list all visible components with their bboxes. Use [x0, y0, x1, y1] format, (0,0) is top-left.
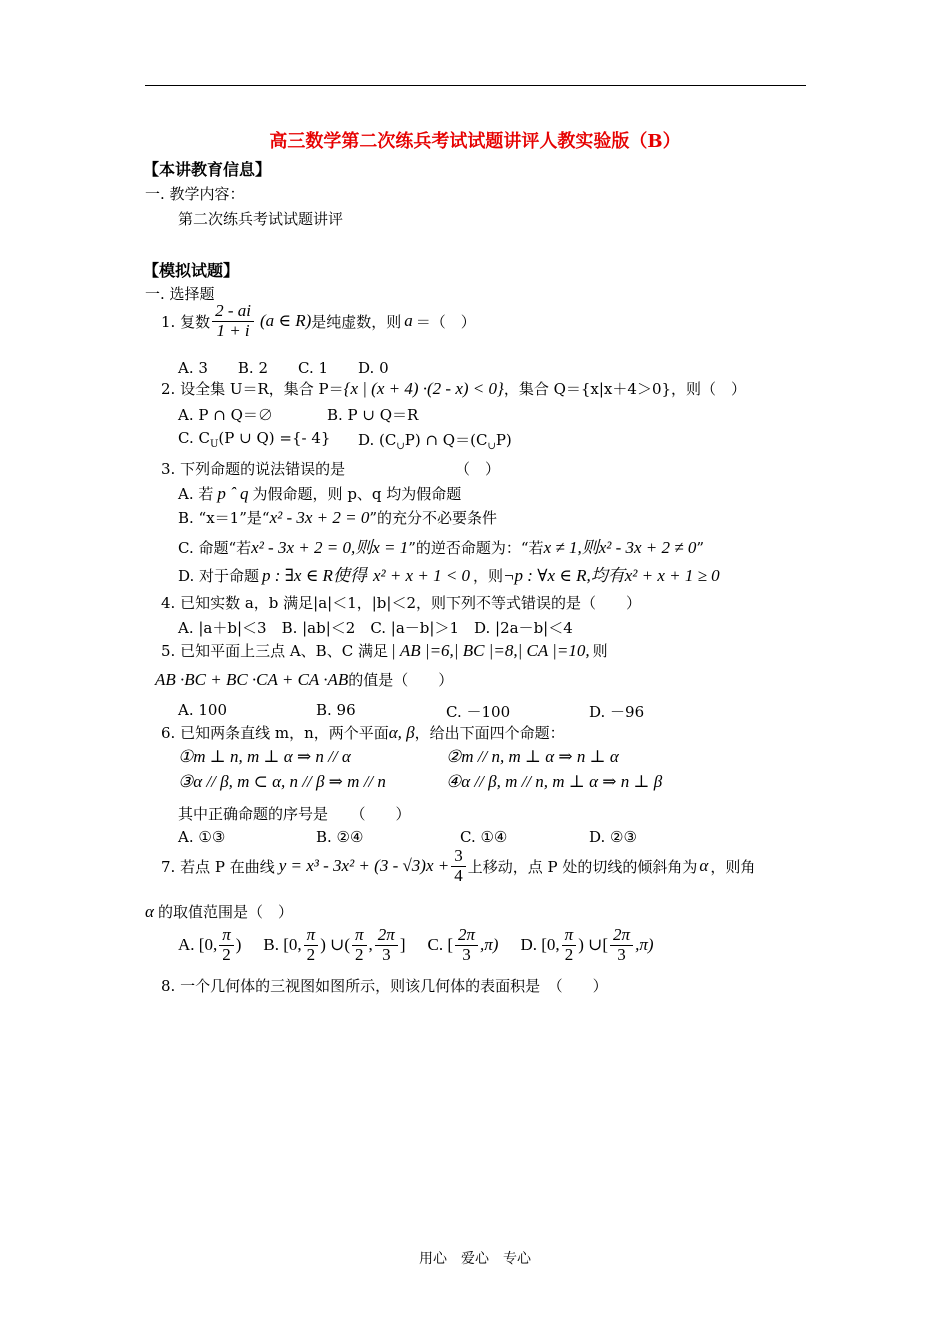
question-4: 4. 已知实数 a，b 满足|a|＜1，|b|＜2，则下列不等式错误的是（ ）: [161, 594, 642, 612]
q3-c-mid: ”的逆否命题为：“若: [408, 539, 544, 557]
q7-c-post: ,π): [480, 935, 499, 955]
q3-c-math: x² - 3x + 2 = 0,则x = 1: [251, 538, 409, 557]
q1-fraction: [212, 302, 254, 340]
q7-d-frac2: [610, 926, 633, 964]
q7-b-num3: 2π: [375, 926, 398, 946]
q3-b-post: ”的充分不必要条件: [369, 509, 498, 527]
q2-post: ，集合 Q＝{x|x＋4＞0}，则（ ）: [503, 380, 747, 398]
q7-d-den2: 3: [617, 944, 626, 964]
q5-option-a: A. 100: [178, 701, 227, 719]
q6-math: α, β: [388, 723, 415, 742]
question-3: 3. 下列命题的说法错误的是: [161, 460, 346, 478]
q3-d-math: p : ∃x ∈ R使得: [262, 566, 367, 585]
q3-c-math2: x ≠ 1,则x² - 3x + 2 ≠ 0: [543, 538, 697, 557]
q6-option-b: B. ②④: [316, 828, 364, 846]
section-choice: 一. 选择题: [145, 285, 215, 303]
q2-d-mid: P) ∩ Q＝(C: [404, 431, 488, 449]
q7-line2-text: 的取值范围是（ ）: [157, 903, 293, 921]
q2-option-b: B. P ∪ Q＝R: [327, 406, 419, 424]
question-7: [161, 847, 755, 885]
q3-c-pre: C. 命题“若: [178, 539, 252, 557]
q3-option-b: [178, 507, 497, 528]
q2-set: {x | (x + 4) ·(2 - x) < 0}: [343, 379, 504, 398]
question-6: [161, 722, 565, 743]
q7-d-pre: D. [0,: [520, 935, 560, 955]
q7-d-mid: ) ∪[: [578, 935, 609, 955]
q7-fnum: 3: [451, 847, 466, 867]
q2-d-sub2: ∪: [487, 441, 496, 452]
q2-option-d: [358, 429, 512, 452]
q1-condition: (a ∈ R): [259, 311, 312, 331]
q7-b-num2: π: [352, 926, 367, 946]
q1-denominator: 1 + i: [216, 320, 250, 340]
q5-math: | AB |=6,| BC |=8,| CA |=10,: [390, 641, 590, 660]
q6-option-a: A. ①③: [178, 828, 226, 846]
q3-option-c: [178, 533, 704, 558]
top-rule: [145, 85, 806, 86]
q3-c-post: ”: [696, 539, 705, 557]
q7-b-den3: 3: [382, 944, 391, 964]
q5-line2-math: AB ·BC + BC ·CA + CA ·AB: [155, 670, 349, 689]
q1-var: a: [404, 311, 413, 331]
question-8: 8. 一个几何体的三视图如图所示，则该几何体的表面积是 （ ）: [161, 977, 608, 995]
q5-stem: 5. 已知平面上三点 A、B、C 满足: [161, 642, 388, 660]
q3-paren: （ ）: [455, 460, 501, 478]
q3-a-math: p ˆ q: [217, 484, 249, 503]
question-5: [161, 640, 608, 661]
q3-a-pre: A. 若: [178, 485, 214, 503]
q3-d-math3: ¬p : ∀x ∈ R,均有x² + x + 1 ≥ 0: [503, 566, 720, 585]
question-2: [161, 378, 746, 399]
q7-b-frac3: [375, 926, 398, 964]
q7-c-pre: C. [: [427, 935, 453, 955]
q7-c-num: 2π: [455, 926, 478, 946]
q2-d-end: P): [495, 431, 512, 449]
q5-post: 则: [592, 642, 608, 660]
q7-pre: 7. 若点 P 在曲线: [161, 857, 275, 876]
q7-b-post: ]: [399, 935, 406, 955]
q3-a-post: 为假命题，则 p、q 均为假命题: [252, 485, 462, 503]
q7-c-den: 3: [462, 944, 471, 964]
q6-proposition-4: ④α // β, m // n, m ⊥ α ⇒ n ⊥ β: [446, 772, 663, 791]
page-footer: 用心 爱心 专心: [419, 1251, 531, 1267]
q7-line2: [145, 901, 293, 922]
q6-proposition-2: ②m // n, m ⊥ α ⇒ n ⊥ α: [446, 747, 619, 766]
q2-option-a: A. P ∩ Q＝∅: [178, 406, 273, 424]
q7-a-num: π: [219, 926, 234, 946]
q2-c-sub: U: [209, 439, 219, 450]
q4-options: A. |a＋b|＜3 B. |ab|＜2 C. |a－b|＞1 D. |2a－b|＜4: [178, 619, 573, 637]
q6-proposition-3: ③α // β, m ⊂ α, n // β ⇒ m // n: [178, 772, 386, 791]
q1-options: A. 3 B. 2 C. 1 D. 0: [178, 359, 389, 377]
question-1: [161, 302, 476, 340]
q7-b-den1: 2: [306, 944, 316, 964]
q3-b-pre: B. “x＝1”是“: [178, 509, 270, 527]
q3-option-d: [178, 561, 720, 586]
q5-line2-post: 的值是（ ）: [348, 671, 454, 689]
q2-c-label: C. C: [178, 429, 210, 447]
info-heading: 【本讲教育信息】: [143, 160, 272, 179]
sim-heading: 【模拟试题】: [143, 261, 240, 280]
q7-b-den2: 2: [355, 944, 364, 964]
q2-pre: 2. 设全集 U＝R，集合 P＝: [161, 380, 344, 398]
q2-c-rest: (P ∪ Q) ={- 4}: [218, 429, 331, 447]
q7-b-comma: ,: [368, 935, 373, 955]
info-item: 一. 教学内容：: [145, 185, 245, 203]
q7-d-num2: 2π: [610, 926, 633, 946]
q7-post: 上移动，点 P 处的切线的倾斜角为: [467, 857, 698, 876]
q7-alpha: α: [699, 856, 709, 876]
q5-expression: [155, 669, 453, 690]
q1-post: 是纯虚数，则: [311, 312, 402, 331]
q7-a-pre: A. [0,: [178, 935, 218, 955]
q7-options: [178, 926, 654, 964]
q5-option-b: B. 96: [316, 701, 356, 719]
q1-pre: 1. 复数: [161, 312, 211, 331]
q6-option-c: C. ①④: [460, 828, 508, 846]
q3-d-mid: ，则: [473, 567, 504, 585]
q7-tail: ，则角: [710, 857, 756, 876]
q6-post: ，给出下面四个命题：: [414, 724, 565, 742]
q6-option-d: D. ②③: [589, 828, 637, 846]
q7-d-frac1: [562, 926, 577, 964]
info-content: 第二次练兵考试试题讲评: [178, 210, 344, 228]
q5-option-c: C. －100: [446, 703, 511, 721]
q7-c-frac: [455, 926, 478, 964]
q7-b-frac2: [352, 926, 367, 964]
q7-b-num1: π: [304, 926, 319, 946]
q7-fraction: [451, 847, 466, 885]
q7-b-pre: B. [0,: [263, 935, 302, 955]
q3-option-a: [178, 483, 461, 504]
q6-ask: 其中正确命题的序号是 （ ）: [178, 805, 411, 823]
q1-tail: ＝（ ）: [415, 312, 476, 331]
q3-b-math: x² - 3x + 2 = 0: [269, 508, 370, 527]
q7-d-num1: π: [562, 926, 577, 946]
page-title: 高三数学第二次练兵考试试题讲评人教实验版（B）: [269, 131, 681, 152]
q2-d-sub: ∪: [396, 441, 405, 452]
q6-proposition-1: ①m ⊥ n, m ⊥ α ⇒ n // α: [178, 747, 351, 766]
q2-option-c: [178, 429, 330, 450]
q7-line2-alpha: α: [145, 902, 154, 921]
q7-a-frac: [219, 926, 234, 964]
q7-fden: 4: [454, 865, 463, 885]
q7-b-mid: ) ∪(: [320, 935, 351, 955]
q5-option-d: D. －96: [589, 703, 645, 721]
q7-d-post: ,π): [635, 935, 654, 955]
q6-stem: 6. 已知两条直线 m，n，两个平面: [161, 724, 389, 742]
q2-d-label: D. (C: [358, 431, 397, 449]
q7-math: y = x³ - 3x² + (3 - √3)x +: [278, 856, 450, 876]
q3-d-math2: x² + x + 1 < 0: [372, 566, 471, 585]
q7-a-post: ): [235, 935, 242, 955]
q7-d-den1: 2: [564, 944, 574, 964]
q1-numerator: 2 - ai: [212, 302, 254, 322]
q3-d-pre: D. 对于命题: [178, 567, 260, 585]
q7-a-den: 2: [222, 944, 231, 964]
q7-b-frac1: [304, 926, 319, 964]
